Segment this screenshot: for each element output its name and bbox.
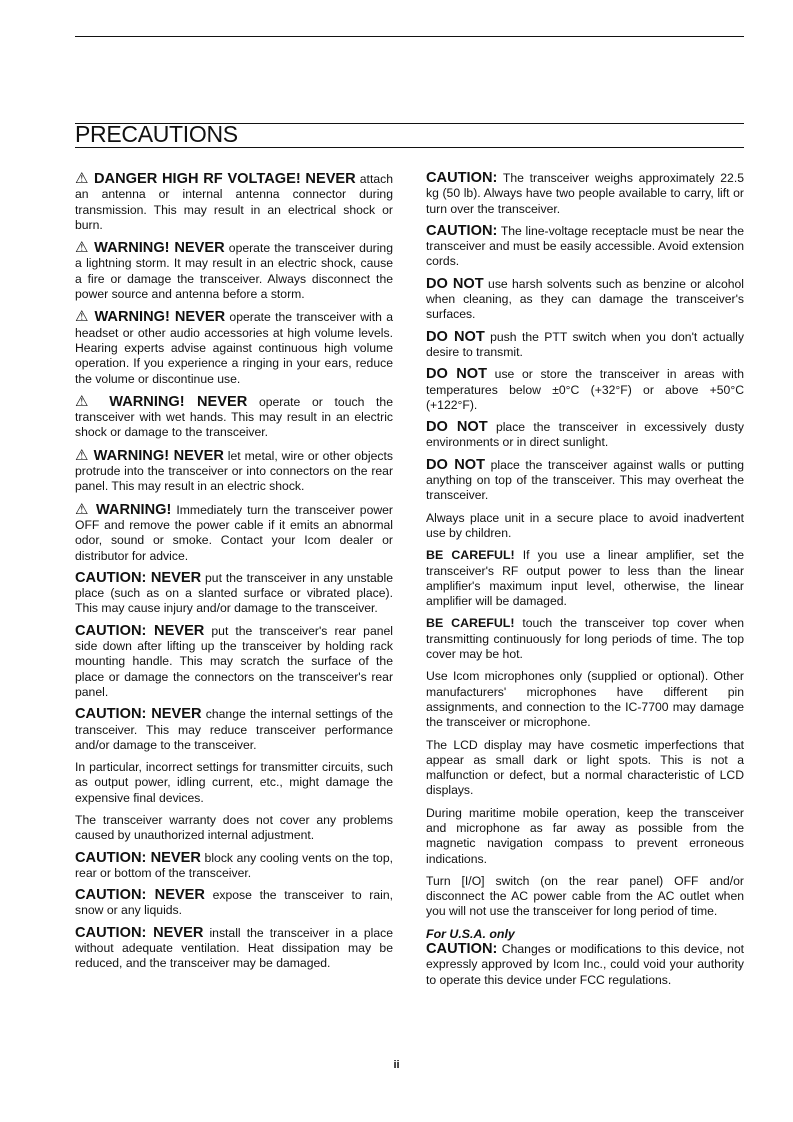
warning-triangle-icon: ⚠	[75, 392, 110, 410]
precaution-heading: DANGER HIGH RF VOLTAGE! NEVER	[94, 171, 356, 187]
precaution-paragraph	[75, 851, 393, 882]
precaution-paragraph	[75, 448, 393, 495]
precaution-heading: CAUTION: NEVER	[75, 706, 202, 723]
precaution-text: expose the transceiver to rain, snow or any liquids.	[75, 888, 393, 918]
precaution-text: place the transceiver in excessively dusty environments or in direct sunlight.	[426, 420, 744, 450]
precaution-text: push the PTT switch when you don't actually desire to transmit.	[426, 329, 744, 359]
precaution-heading: CAUTION:	[426, 222, 498, 239]
precaution-heading: WARNING! NEVER	[93, 447, 224, 464]
precaution-heading: BE CAREFUL!	[426, 616, 515, 631]
precaution-paragraph	[426, 277, 744, 323]
precaution-heading: WARNING! NEVER	[94, 240, 225, 257]
precaution-heading: CAUTION: NEVER	[75, 849, 201, 866]
top-rule	[75, 36, 744, 37]
precaution-heading: DO NOT	[426, 419, 488, 436]
precaution-text: place the transceiver against walls or putting anything on top of the transceiver. This may overheat the transceiver.	[426, 457, 744, 503]
precaution-paragraph	[75, 171, 393, 233]
precaution-text: The transceiver weighs approximately 22.5 kg (50 lb). Always have two people available to carry, lift or turn over the transceiver.	[426, 171, 744, 216]
precaution-text: attach an antenna or internal antenna connector during transmission. This may result in an electrical shock or burn.	[75, 172, 393, 232]
precaution-heading: CAUTION: NEVER	[75, 622, 205, 639]
precaution-paragraph	[426, 806, 744, 867]
precaution-text: operate the transceiver with a headset or other audio accessories at high volume levels. Hearing experts advise against continuous high volume operation. If you experience a ringing in your ears, reduce the volume or discontinue use.	[75, 310, 393, 386]
precaution-text: If you use a linear amplifier, set the transceiver's RF output power to less than the linear amplifier's maximum input level, otherwise, the linear amplifier will be damaged.	[426, 548, 744, 609]
precaution-text: The LCD display may have cosmetic imperfections that appear as small dark or light spots. This is not a malfunction or defect, but a normal characteristic of LCD displays.	[426, 737, 744, 798]
precaution-paragraph	[75, 707, 393, 753]
precaution-paragraph	[426, 669, 744, 730]
precaution-heading: CAUTION: NEVER	[75, 924, 204, 941]
precaution-heading: CAUTION:	[426, 941, 498, 958]
precaution-heading: DO NOT	[426, 366, 488, 383]
precaution-paragraph	[426, 171, 744, 217]
precaution-paragraph	[75, 571, 393, 617]
precaution-text: During maritime mobile operation, keep the transceiver and microphone as far away as possible from the magnetic navigation compass to prevent erroneous indications.	[426, 805, 744, 866]
precaution-paragraph	[426, 420, 744, 451]
precaution-heading: BE CAREFUL!	[426, 548, 515, 563]
precaution-heading: DO NOT	[426, 275, 484, 292]
precaution-paragraph	[426, 367, 744, 413]
page-number: ii	[393, 1059, 400, 1071]
precaution-paragraph	[426, 548, 744, 609]
precaution-heading: DO NOT	[426, 456, 486, 473]
precaution-text: In particular, incorrect settings for transmitter circuits, such as output power, idling current, etc., might damage the expensive final devices.	[75, 760, 393, 805]
precaution-text: block any cooling vents on the top, rear or bottom of the transceiver.	[75, 850, 393, 880]
precaution-paragraph	[426, 511, 744, 542]
precaution-heading: WARNING! NEVER	[109, 393, 248, 410]
precaution-paragraph	[75, 926, 393, 972]
precaution-text: The transceiver warranty does not cover any problems caused by unauthorized internal adjustment.	[75, 812, 393, 843]
precaution-text: operate the transceiver during a lightning storm. It may result in an electric shock, cause a fire or damage the transceiver. Always disconnect the power source and antenna before a storm.	[75, 241, 393, 302]
precaution-text: change the internal settings of the transceiver. This may reduce transceiver performance and/or damage to the transceiver.	[75, 707, 393, 752]
precaution-text: use harsh solvents such as benzine or alcohol when cleaning, as they can damage the transceiver's surfaces.	[426, 276, 744, 322]
precaution-paragraph	[426, 874, 744, 920]
warning-triangle-icon: ⚠	[75, 308, 95, 326]
precaution-paragraph	[426, 330, 744, 361]
precaution-heading: DO NOT	[426, 328, 485, 345]
warning-triangle-icon: ⚠	[75, 170, 95, 187]
precaution-paragraph	[426, 738, 744, 799]
warning-triangle-icon: ⚠	[75, 446, 94, 464]
precaution-text: let metal, wire or other objects protrude into the transceiver or into connectors on the rear panel. This may result in an electric shock.	[75, 448, 393, 494]
precaution-text: The line-voltage receptacle must be near the transceiver and must be easily accessible. Avoid extension cords.	[426, 223, 744, 269]
precaution-text: install the transceiver in a place without adequate ventilation. Heat dissipation may be reduced, and the transceiver may be damaged.	[75, 925, 393, 971]
precaution-text: put the transceiver's rear panel side down after lifting up the transceiver by holding rack mounting handle. This may scratch the surface of the place or damage the connectors on the transceiver's rear panel.	[75, 623, 393, 699]
precaution-heading: CAUTION:	[426, 170, 498, 186]
precaution-heading: WARNING! NEVER	[94, 309, 226, 326]
warning-triangle-icon: ⚠	[75, 239, 95, 257]
precaution-paragraph	[426, 616, 744, 662]
precaution-text: Use Icom microphones only (supplied or optional). Other manufacturers' microphones have different pin assignments, and connection to the IC-7700 may damage the transceiver or microphone.	[426, 669, 744, 730]
precaution-text: Turn [I/O] switch (on the rear panel) OFF and/or disconnect the AC power cable from the AC outlet when you will not use the transceiver for long period of time.	[426, 873, 744, 919]
precaution-paragraph	[75, 502, 393, 564]
precaution-paragraph	[75, 813, 393, 844]
precaution-paragraph	[75, 888, 393, 919]
precaution-text: Changes or modifications to this device, not expressly approved by Icom Inc., could void your authority to operate this device under FCC regulations.	[426, 942, 744, 987]
precaution-paragraph	[426, 942, 744, 988]
title-rule-bottom	[75, 147, 744, 148]
precaution-paragraph	[426, 224, 744, 270]
page-title: PRECAUTIONS	[75, 121, 238, 147]
precaution-text: Immediately turn the transceiver power OFF and remove the power cable if it emits an abnormal odor, sound or smoke. Contact your Icom dealer or distributor for advice.	[75, 502, 393, 563]
precaution-text: operate or touch the transceiver with wet hands. This may result in an electric shock or damage to the transceiver.	[75, 394, 393, 440]
region-note: For U.S.A. only	[426, 926, 515, 941]
warning-triangle-icon: ⚠	[75, 500, 96, 518]
precaution-heading: WARNING!	[95, 501, 172, 518]
precaution-text: use or store the transceiver in areas with temperatures below ±0°C (+32°F) or above +50°C (+122°F).	[426, 367, 744, 412]
precaution-text: put the transceiver in any unstable place (such as on a slanted surface or vibrated place). This may cause injury and/or damage to the transceiver.	[75, 570, 394, 616]
precaution-paragraph	[75, 394, 393, 441]
precaution-paragraph	[75, 309, 393, 386]
left-column	[75, 171, 393, 979]
precaution-text: Always place unit in a secure place to avoid inadvertent use by children.	[426, 510, 744, 540]
precaution-heading: CAUTION: NEVER	[75, 887, 205, 904]
precaution-paragraph	[75, 240, 393, 302]
precaution-heading: CAUTION: NEVER	[75, 569, 202, 586]
right-column	[426, 171, 744, 995]
precaution-paragraph	[426, 458, 744, 504]
precaution-text: touch the transceiver top cover when transmitting continuously for long periods of time. The top cover may be hot.	[426, 616, 745, 662]
precaution-paragraph	[75, 760, 393, 806]
precaution-paragraph	[75, 624, 393, 700]
